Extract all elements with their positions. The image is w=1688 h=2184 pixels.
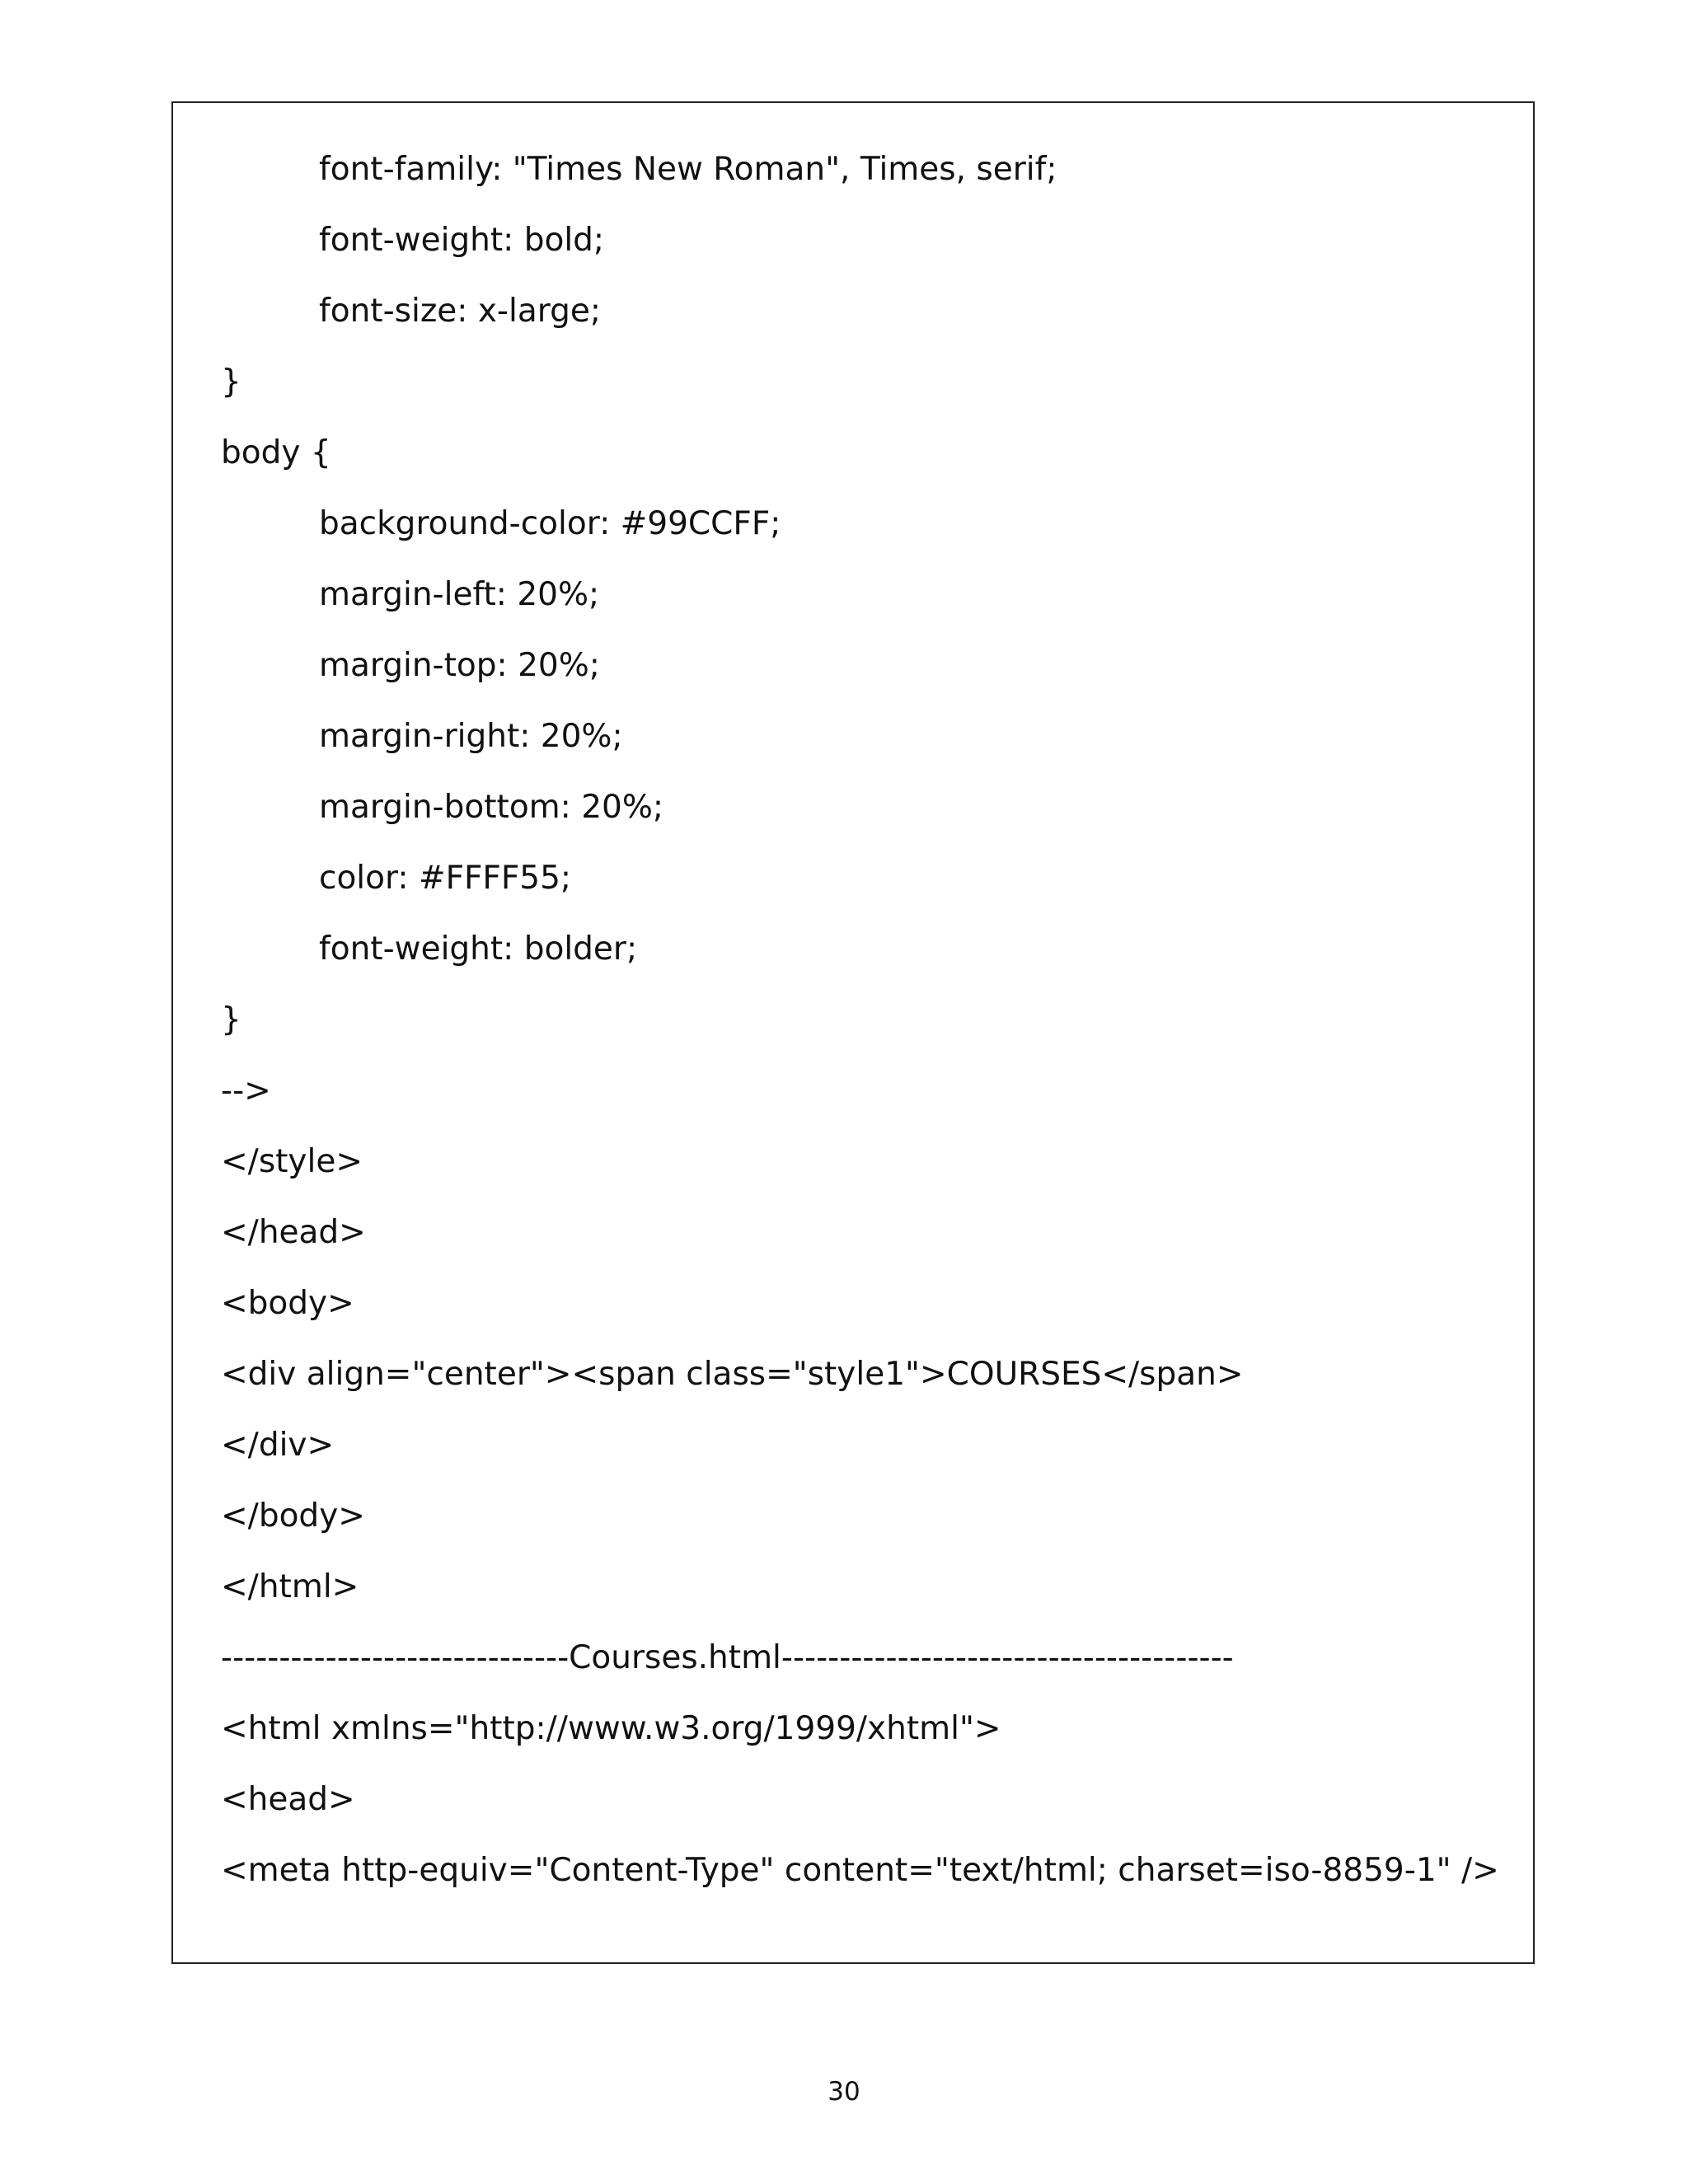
- code-line: margin-bottom: 20%;: [319, 789, 664, 826]
- code-line: font-weight: bold;: [319, 222, 605, 259]
- code-line: </style>: [221, 1143, 363, 1180]
- code-line: </div>: [221, 1427, 335, 1464]
- code-line: margin-top: 20%;: [319, 647, 600, 684]
- code-line: }: [221, 1001, 241, 1038]
- code-line: font-family: "Times New Roman", Times, serif;: [319, 151, 1057, 188]
- code-line: <div align="center"><span class="style1">COURSES</span>: [221, 1356, 1244, 1393]
- code-line: font-weight: bolder;: [319, 930, 638, 968]
- code-line: background-color: #99CCFF;: [319, 505, 781, 542]
- code-line: margin-left: 20%;: [319, 576, 600, 613]
- code-line: }: [221, 363, 241, 401]
- code-line: </body>: [221, 1497, 365, 1535]
- code-line: </html>: [221, 1568, 359, 1605]
- code-line: margin-right: 20%;: [319, 718, 623, 755]
- code-line: color: #FFFF55;: [319, 860, 572, 897]
- code-line: <meta http-equiv="Content-Type" content="text/html; charset=iso-8859-1" />: [221, 1852, 1499, 1889]
- file-separator-line: ------------------------------Courses.html---------------------------------------: [221, 1639, 1234, 1676]
- page-number: 30: [828, 2077, 860, 2107]
- code-line: </head>: [221, 1214, 366, 1251]
- code-line: <body>: [221, 1285, 354, 1322]
- code-line: <head>: [221, 1781, 355, 1818]
- code-line: -->: [221, 1072, 271, 1109]
- code-listing-box: [171, 101, 1535, 1964]
- code-line: <html xmlns="http://www.w3.org/1999/xhtml">: [221, 1710, 1001, 1747]
- code-line: font-size: x-large;: [319, 293, 601, 330]
- code-line: body {: [221, 434, 331, 471]
